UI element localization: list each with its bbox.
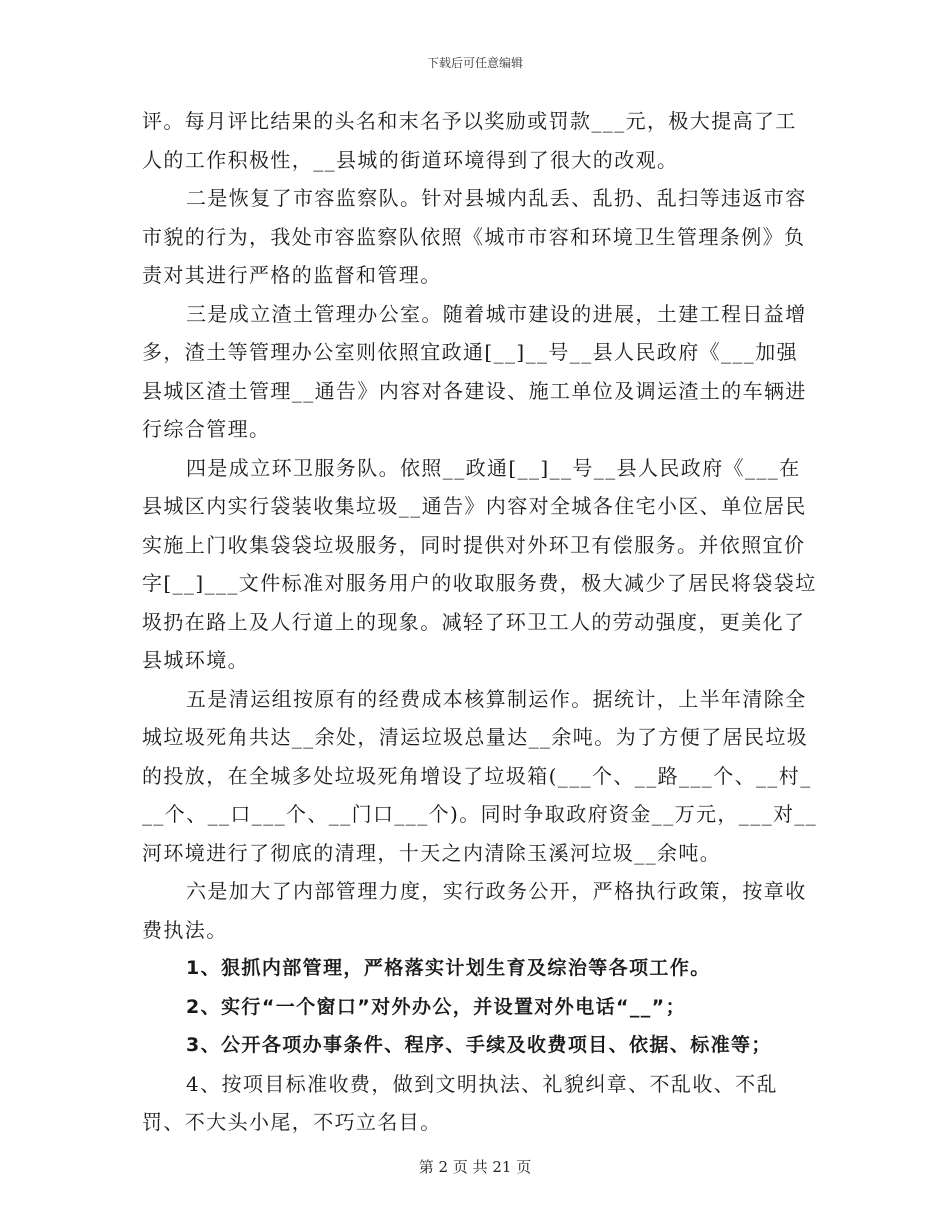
document-body [142, 102, 818, 1142]
list-item-2: 2、实行“一个窗口”对外办公，并设置对外电话“__”； [186, 995, 686, 1018]
paragraph-4: 四是成立环卫服务队。依照__政通[__]__号__县人民政府《___在县城区内实行袋装收集垃圾__通告》内容对全城各住宅小区、单位居民实施上门收集袋袋垃圾服务，同时提供对外环卫有偿服务。并依照宜价字[__]___文件标准对服务用户的收取服务费，极大减少了居民将袋袋垃圾扔在路上及人行道上的现象。减轻了环卫工人的劳动强度，更美化了县城环境。 [142, 455, 817, 672]
paragraph-5: 五是清运组按原有的经费成本核算制运作。据统计，上半年清除全城垃圾死角共达__余处，清运垃圾总量达__余吨。为了方便了居民垃圾的投放，在全城多处垃圾死角增设了垃圾箱(___个、__路___个、__村___个、__口___个、__门口___个)。同时争取政府资金__万元，___对__河环境进行了彻底的清理，十天之内清除玉溪河垃圾__余吨。 [142, 686, 818, 865]
paragraph-2: 二是恢复了市容监察队。针对县城内乱丢、乱扔、乱扫等违返市容市貌的行为，我处市容监察队依照《城市市容和环境卫生管理条例》负责对其进行严格的监督和管理。 [142, 186, 807, 287]
list-item-3: 3、公开各项办事条件、程序、手续及收费项目、依据、标准等； [186, 1034, 772, 1056]
paragraph-6: 六是加大了内部管理力度，实行政务公开，严格执行政策，按章收费执法。 [142, 879, 807, 942]
list-item-1: 1、狠抓内部管理，严格落实计划生育及综治等各项工作。 [186, 957, 711, 979]
page-header-note: 下载后可任意编辑 [426, 56, 523, 70]
list-item-4: 4、按项目标准收费，做到文明执法、礼貌纠章、不乱收、不乱罚、不大头小尾，不巧立名目。 [142, 1071, 778, 1134]
page-number: 第 2 页 共 21 页 [418, 1158, 532, 1176]
paragraph-1: 评。每月评比结果的头名和末名予以奖励或罚款___元，极大提高了工人的工作积极性，__县城的街道环境得到了很大的改观。 [142, 109, 797, 172]
paragraph-3: 三是成立渣土管理办公室。随着城市建设的进展，土建工程日益增多，渣土等管理办公室则依照宜政通[__]__号__县人民政府《___加强县城区渣土管理__通告》内容对各建设、施工单位及调运渣土的车辆进行综合管理。 [142, 301, 807, 441]
